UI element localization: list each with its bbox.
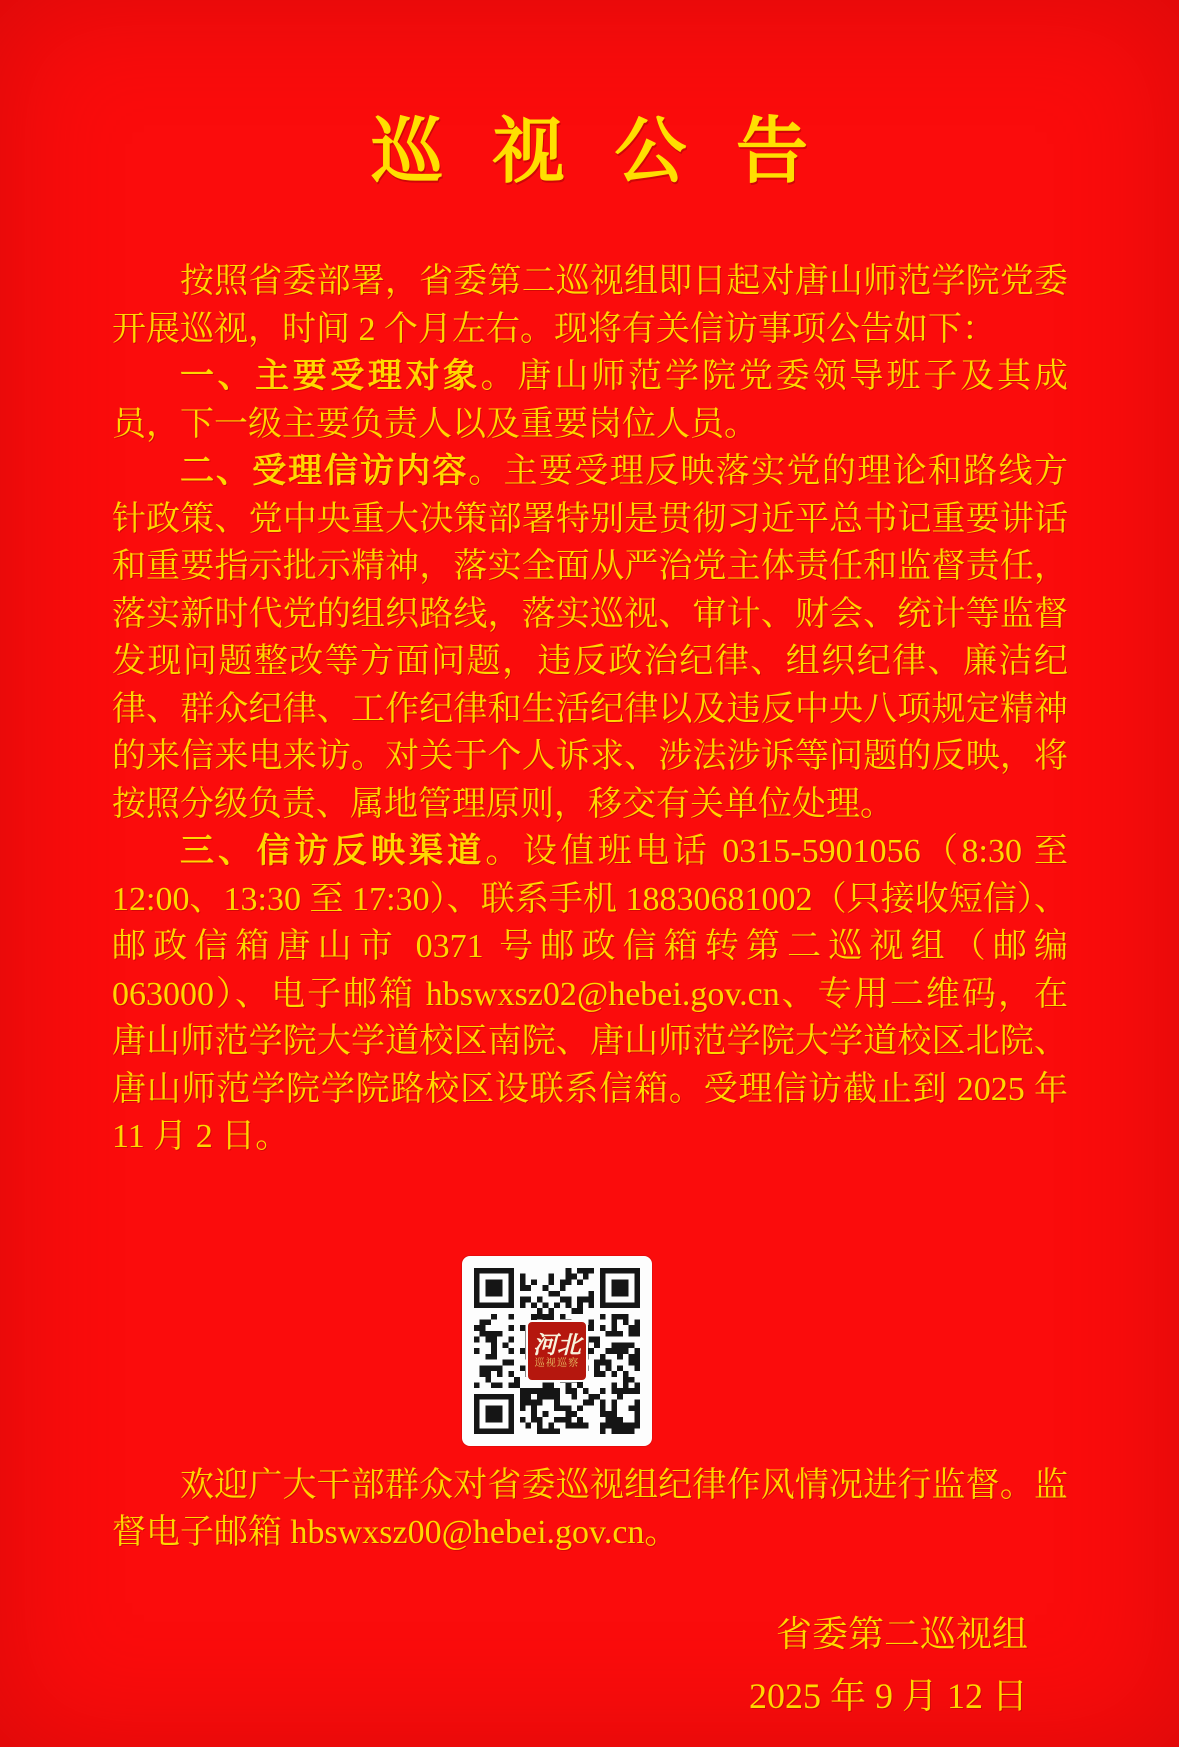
- section-2-text: 。主要受理反映落实党的理论和路线方针政策、党中央重大决策部署特别是贯彻习近平总书记重要讲话和重要指示批示精神，落实全面从严治党主体责任和监督责任，落实新时代党的组织路线，落实巡视、审计、财会、统计等监督发现问题整改等方面问题，违反政治纪律、组织纪律、廉洁纪律、群众纪律、工作纪律和生活纪律以及违反中央八项规定精神的来信来电来访。对关于个人诉求、涉法涉诉等问题的反映，将按照分级负责、属地管理原则，移交有关单位处理。: [112, 453, 1068, 823]
- section-3-text: 。设值班电话 0315-5901056（8:30 至 12:00、13:30 至 17:30）、联系手机 18830681002（只接收短信）、邮政信箱唐山市 0371 号邮政信箱转第二巡视组（邮编 063000）、电子邮箱 hbswxsz02@hebei.gov.cn、专用二维码，在唐山师范学院大学道校区南院、唐山师范学院大学道校区北院、唐山师范学院学院路校区设联系信箱。受理信访截止到 2025 年 11 月 2 日。: [112, 833, 1068, 1155]
- qr-logo-subtitle: 巡视巡察: [534, 1357, 580, 1369]
- intro-paragraph: 按照省委部署，省委第二巡视组即日起对唐山师范学院党委开展巡视，时间 2 个月左右。现将有关信访事项公告如下：: [112, 263, 1068, 348]
- signature-date: 2025 年 9 月 12 日: [748, 1675, 1028, 1716]
- qr-logo-title: 河北: [533, 1329, 581, 1359]
- section-2-paragraph: [112, 448, 1068, 828]
- section-1-text: 。唐山师范学院党委领导班子及其成员，下一级主要负责人以及重要岗位人员。: [112, 358, 1068, 443]
- qr-code: [462, 1256, 652, 1446]
- section-3-heading: 三、信访反映渠道: [180, 832, 486, 870]
- qr-center-logo: [526, 1320, 588, 1382]
- poster-title: 巡 视 公 告: [370, 112, 824, 192]
- signature-org: 省委第二巡视组: [775, 1613, 1028, 1654]
- section-2-heading: 二、受理信访内容: [180, 452, 469, 490]
- section-3-paragraph: [112, 828, 1068, 1161]
- section-1-paragraph: [112, 353, 1068, 448]
- announcement-body: [112, 258, 1068, 1727]
- signature-block: [112, 1603, 1068, 1727]
- outro-paragraph: 欢迎广大干部群众对省委巡视组纪律作风情况进行监督。监督电子邮箱 hbswxsz00@hebei.gov.cn。: [112, 1466, 1068, 1551]
- section-1-heading: 一、主要受理对象: [180, 357, 481, 395]
